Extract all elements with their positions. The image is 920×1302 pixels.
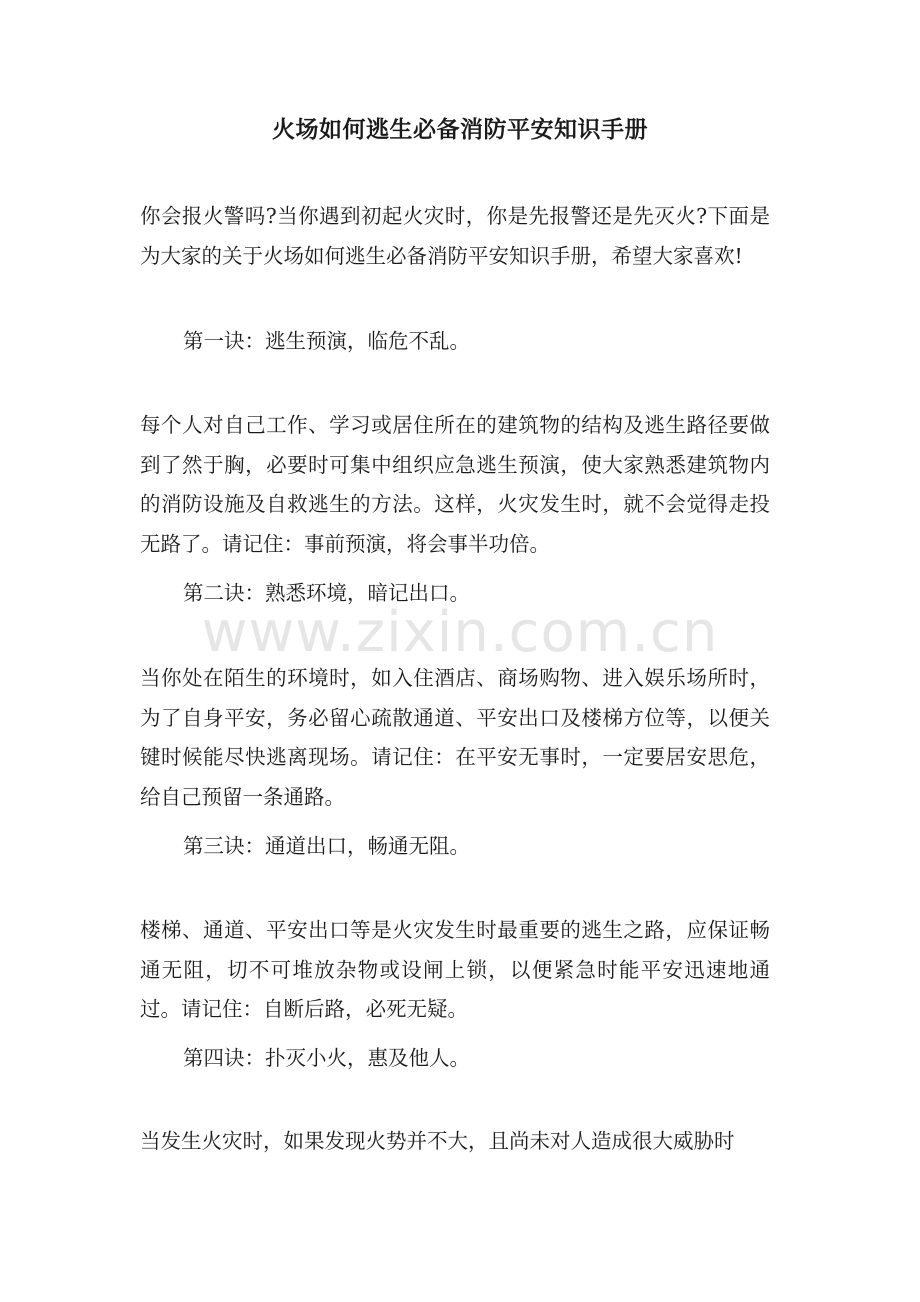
heading-tip-4: 第四诀：扑灭小火，惠及他人。 (183, 1046, 470, 1070)
body-paragraph-3: 楼梯、通道、平安出口等是火灾发生时最重要的逃生之路，应保证畅通无阻，切不可堆放杂物或设闸上锁，以便紧急时能平安迅速地通过。请记住：自断后路，必死无疑。 (140, 918, 770, 1021)
watermark-text: www.zixin.com.cn (201, 600, 719, 665)
body-paragraph-4: 当发生火灾时，如果发现火势并不大，且尚未对人造成很大威胁时 (140, 1129, 735, 1153)
heading-tip-2: 第二诀：熟悉环境，暗记出口。 (183, 581, 470, 605)
body-paragraph-1: 每个人对自己工作、学习或居住所在的建筑物的结构及逃生路径要做到了然于胸，必要时可集中组织应急逃生预演，使大家熟悉建筑物内的消防设施及自救逃生的方法。这样，火灾发生时，就不会觉得走投无路了。请记住：事前预演，将会事半功倍。 (140, 413, 770, 556)
heading-tip-1: 第一诀：逃生预演，临危不乱。 (183, 329, 470, 353)
intro-paragraph: 你会报火警吗?当你遇到初起火灾时，你是先报警还是先灭火?下面是为大家的关于火场如何逃生必备消防平安知识手册，希望大家喜欢! (140, 204, 770, 268)
body-paragraph-2: 当你处在陌生的环境时，如入住酒店、商场购物、进入娱乐场所时，为了自身平安，务必留心疏散通道、平安出口及楼梯方位等，以便关键时候能尽快逃离现场。请记住：在平安无事时，一定要居安思危，给自己预留一条通路。 (140, 666, 770, 809)
heading-tip-3: 第三诀：通道出口，畅通无阻。 (183, 834, 470, 858)
document-title: 火场如何逃生必备消防平安知识手册 (272, 116, 648, 143)
